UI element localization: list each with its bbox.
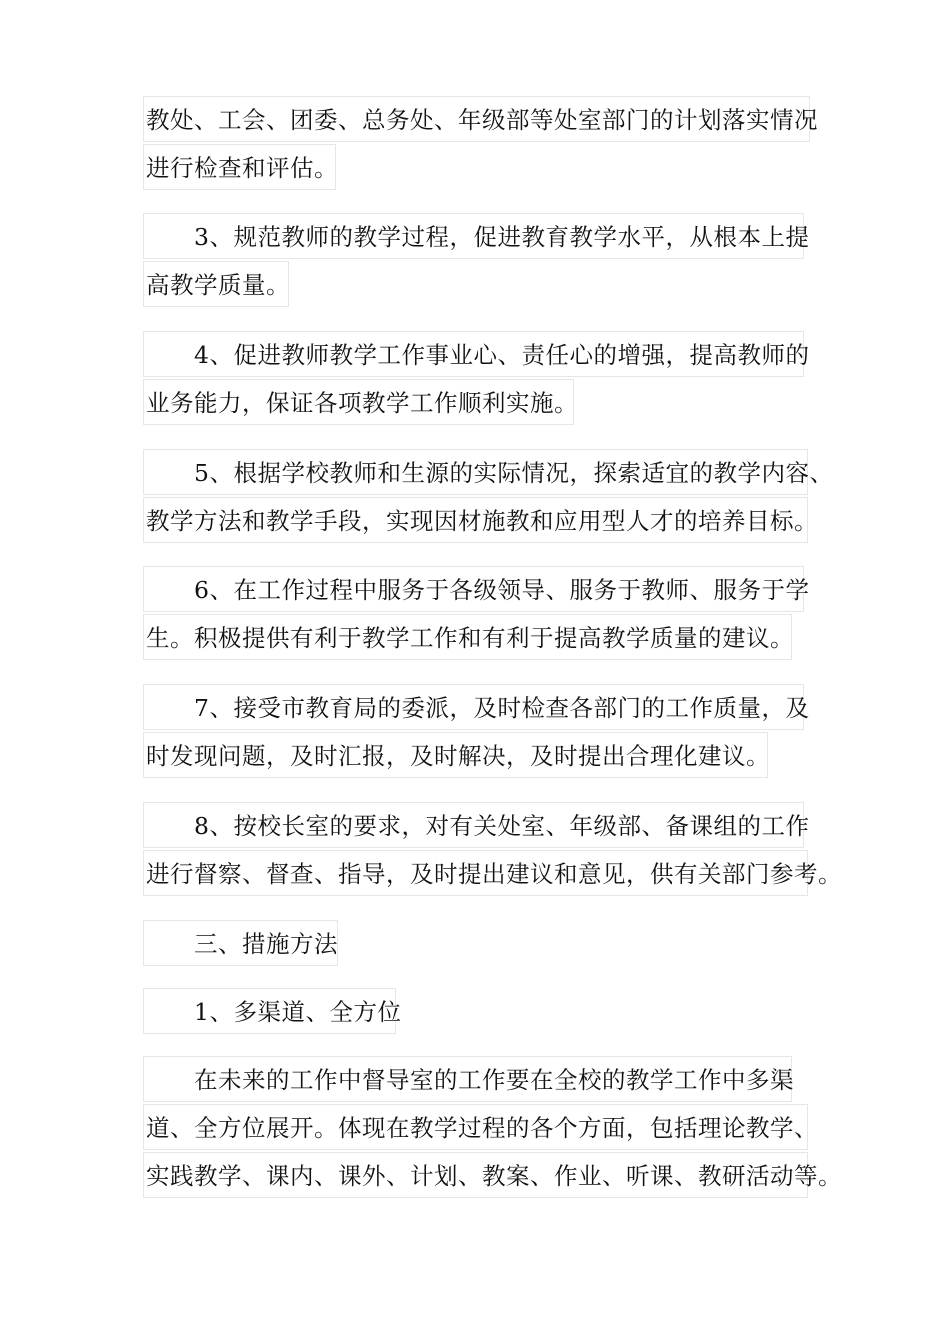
text-line: 8、按校长室的要求，对有关处室、年级部、备课组的工作 (143, 802, 804, 848)
text-line: 业务能力，保证各项教学工作顺利实施。 (143, 379, 574, 425)
text-line: 高教学质量。 (143, 261, 289, 307)
text-line: 时发现问题，及时汇报，及时解决，及时提出合理化建议。 (143, 732, 768, 778)
text-line: 4、促进教师教学工作事业心、责任心的增强，提高教师的 (143, 331, 804, 377)
text-line: 教处、工会、团委、总务处、年级部等处室部门的计划落实情况 (143, 96, 810, 142)
text-line: 道、全方位展开。体现在教学过程的各个方面，包括理论教学、 (143, 1104, 808, 1150)
subsection-heading: 1、多渠道、全方位 (143, 988, 396, 1034)
text-line: 5、根据学校教师和生源的实际情况，探索适宜的教学内容、 (143, 449, 808, 495)
text-line: 在未来的工作中督导室的工作要在全校的教学工作中多渠 (143, 1056, 792, 1102)
text-line: 进行督察、督查、指导，及时提出建议和意见，供有关部门参考。 (143, 850, 808, 896)
text-line: 进行检查和评估。 (143, 144, 336, 190)
text-line: 生。积极提供有利于教学工作和有利于提高教学质量的建议。 (143, 614, 792, 660)
text-line: 教学方法和教学手段，实现因材施教和应用型人才的培养目标。 (143, 497, 808, 543)
text-line: 6、在工作过程中服务于各级领导、服务于教师、服务于学 (143, 566, 804, 612)
text-line: 3、规范教师的教学过程，促进教育教学水平，从根本上提 (143, 213, 804, 259)
section-heading: 三、措施方法 (143, 920, 338, 966)
text-line: 7、接受市教育局的委派，及时检查各部门的工作质量，及 (143, 684, 804, 730)
text-line: 实践教学、课内、课外、计划、教案、作业、听课、教研活动等。 (143, 1152, 808, 1198)
